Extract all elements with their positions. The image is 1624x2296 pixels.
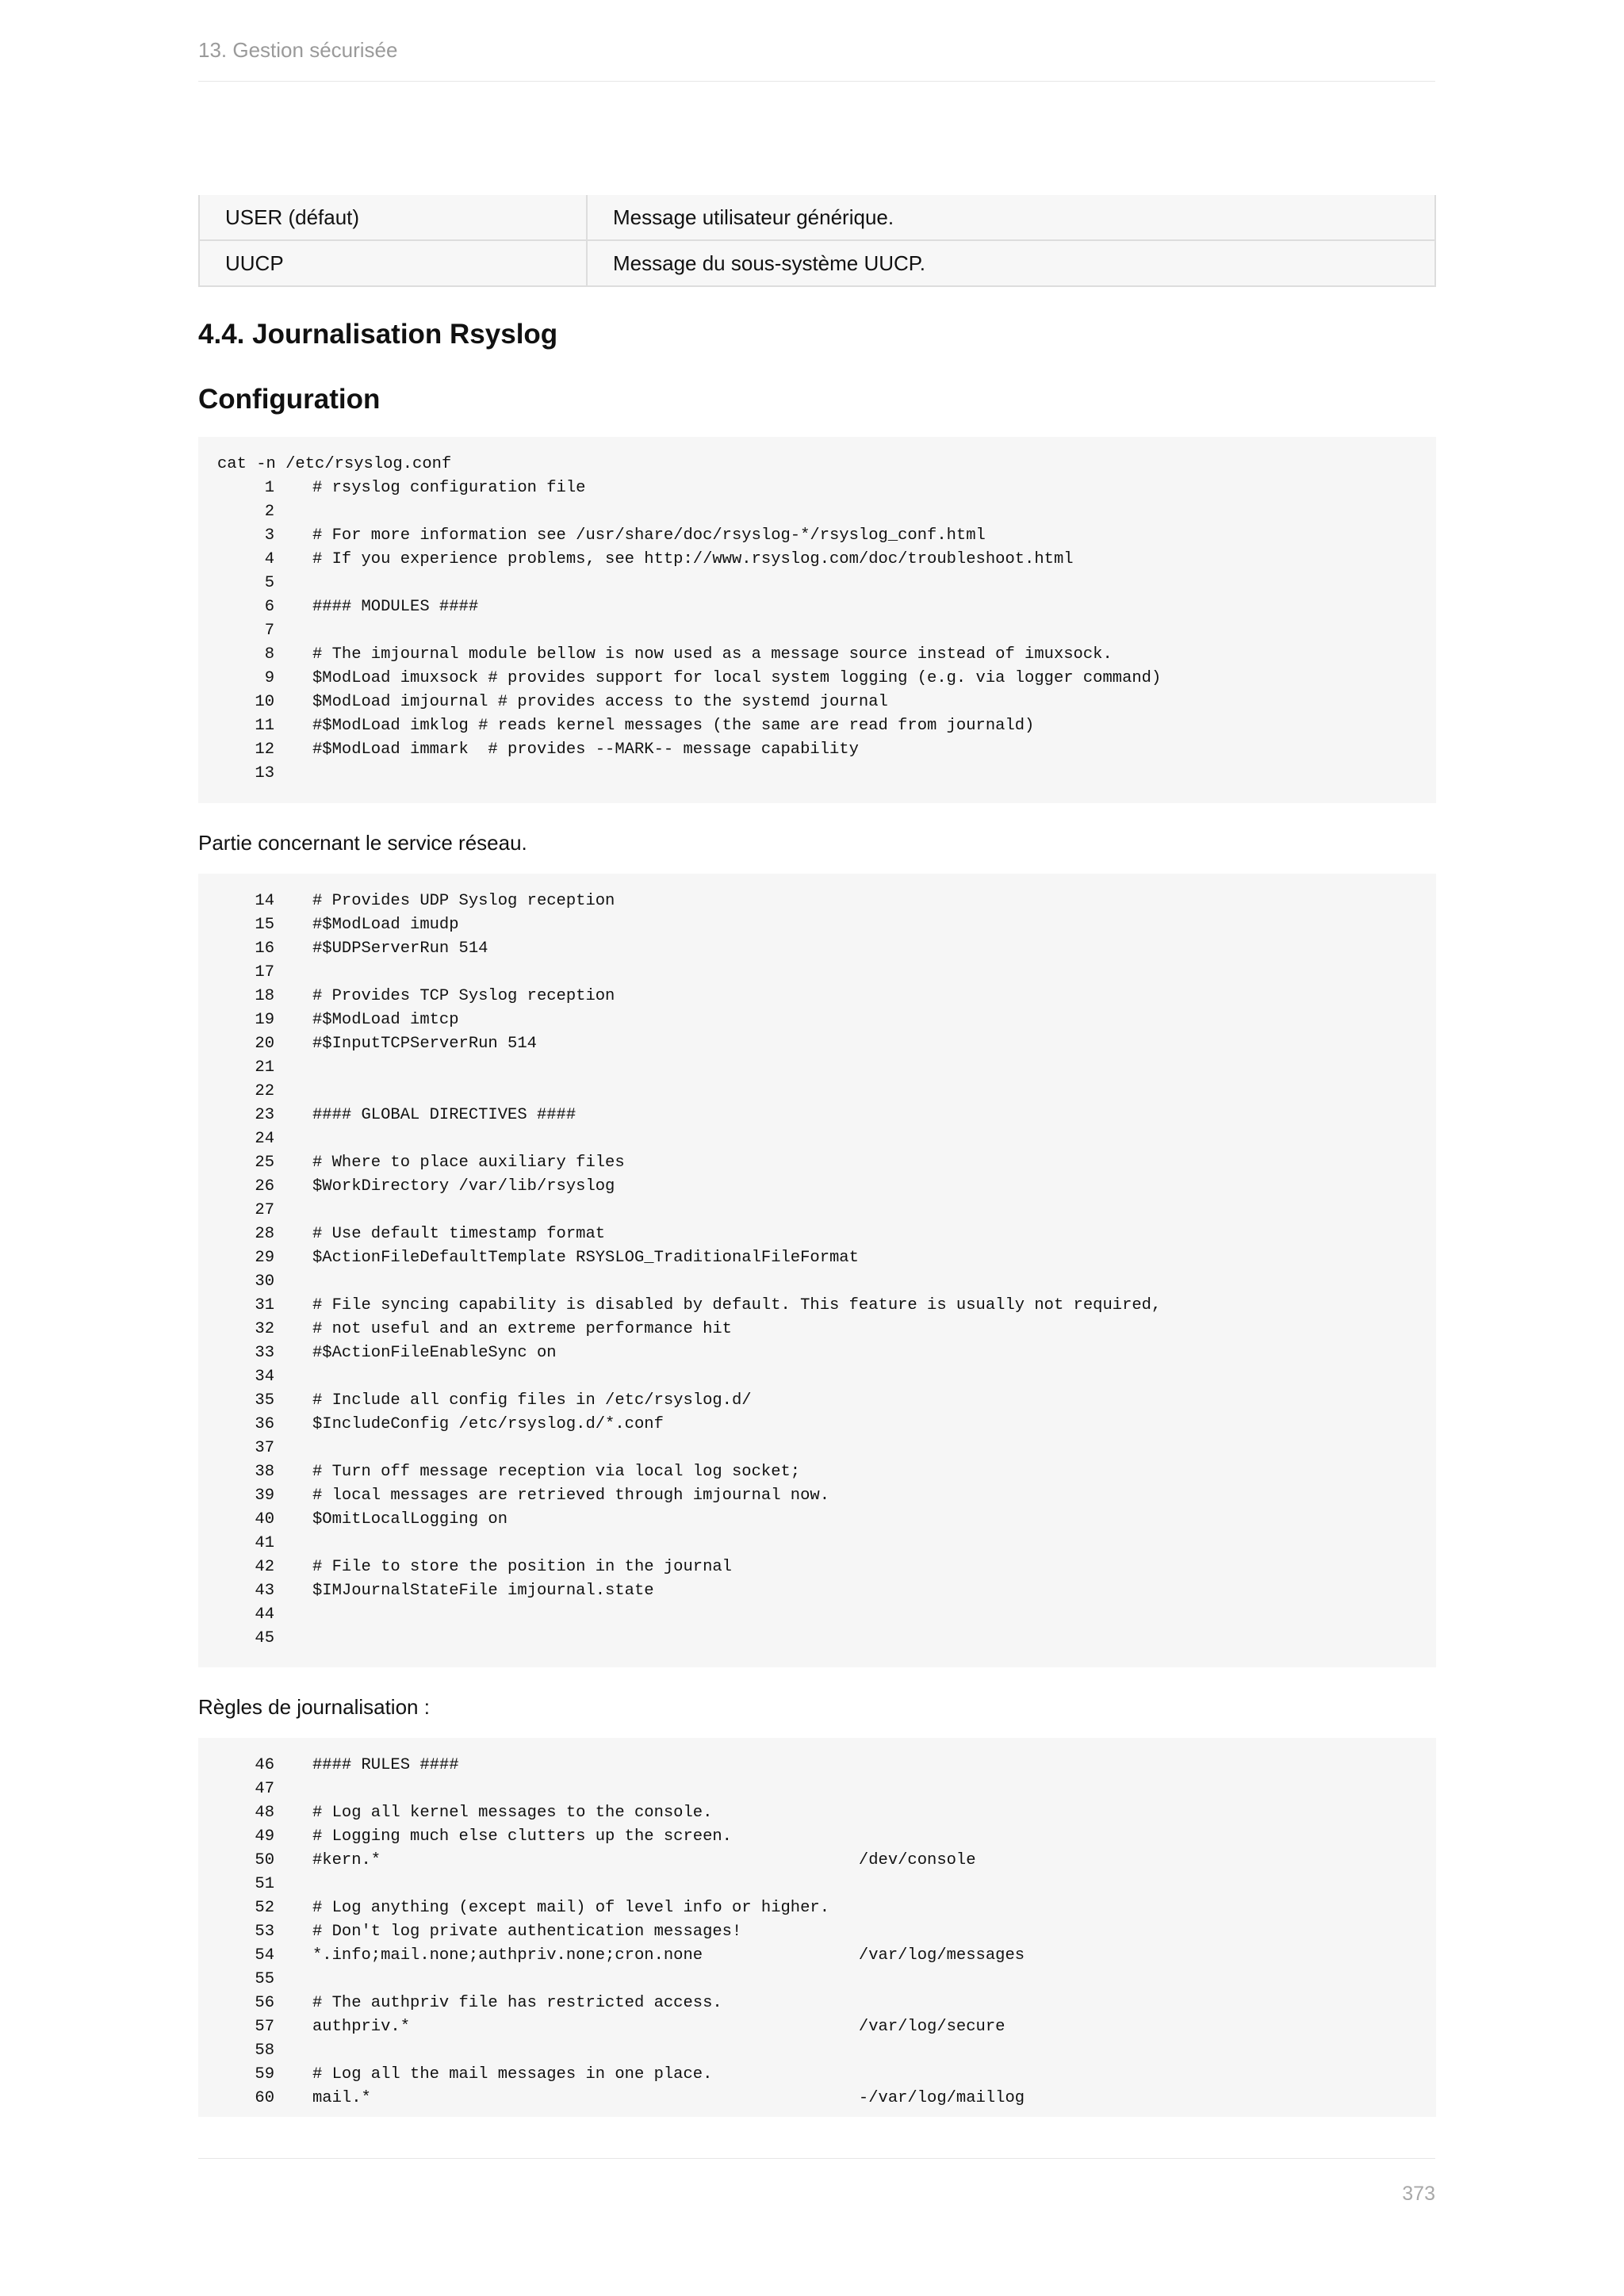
code-block-rules (198, 1738, 1436, 2117)
line-number: 37 (255, 1439, 274, 1457)
line-text: # Logging much else clutters up the screen. (312, 1827, 732, 1846)
line-text: mail.* -/var/log/maillog (312, 2089, 1025, 2107)
code-line (198, 1920, 1436, 1944)
line-number: 20 (255, 1035, 274, 1053)
line-text: $WorkDirectory /var/lib/rsyslog (312, 1177, 615, 1196)
line-text: # Turn off message reception via local log socket; (312, 1463, 801, 1481)
code-line (198, 913, 1436, 937)
code-line (198, 619, 1436, 643)
line-number: 39 (255, 1487, 274, 1505)
facility-desc-cell: Message utilisateur générique. (587, 195, 1435, 240)
line-number: 33 (255, 1344, 274, 1362)
table-row (199, 240, 1435, 286)
code-line (198, 1460, 1436, 1484)
code-line (198, 2015, 1436, 2039)
paragraph-network: Partie concernant le service réseau. (198, 831, 527, 855)
code-line (198, 1008, 1436, 1032)
line-number: 15 (255, 916, 274, 934)
line-text: # Use default timestamp format (312, 1225, 606, 1243)
line-text: # not useful and an extreme performance hit (312, 1320, 732, 1338)
code-line (198, 1754, 1436, 1777)
line-number: 1 (264, 479, 274, 497)
code-line (198, 476, 1436, 500)
line-number: 31 (255, 1296, 274, 1314)
line-number: 49 (255, 1827, 274, 1846)
table-row (199, 195, 1435, 240)
line-number: 22 (255, 1082, 274, 1100)
code-block-config-modules (198, 437, 1436, 803)
line-number: 16 (255, 939, 274, 958)
code-line (198, 548, 1436, 572)
code-line (198, 1873, 1436, 1896)
line-text: #### MODULES #### (312, 598, 479, 616)
code-line (198, 1151, 1436, 1175)
line-number: 26 (255, 1177, 274, 1196)
code-line (198, 1627, 1436, 1651)
page-number: 373 (1402, 2183, 1435, 2205)
line-text: # The imjournal module bellow is now used as a message source instead of imuxsock. (312, 645, 1113, 664)
page-header (198, 38, 1435, 82)
code-line (198, 1413, 1436, 1437)
line-text: $ActionFileDefaultTemplate RSYSLOG_TraditionalFileFormat (312, 1249, 859, 1267)
line-text: $IncludeConfig /etc/rsyslog.d/*.conf (312, 1415, 664, 1433)
paragraph-rules: Règles de journalisation : (198, 1695, 430, 1719)
code-line (198, 1437, 1436, 1460)
line-number: 44 (255, 1605, 274, 1624)
line-number: 57 (255, 2018, 274, 2036)
code-line (198, 500, 1436, 524)
code-line (198, 1532, 1436, 1556)
line-text: # Log anything (except mail) of level info or higher. (312, 1899, 830, 1917)
line-number: 51 (255, 1875, 274, 1893)
code-block-network (198, 874, 1436, 1667)
code-line (198, 1294, 1436, 1318)
line-number: 5 (264, 574, 274, 592)
code-line (198, 762, 1436, 786)
code-line (198, 1849, 1436, 1873)
code-command: cat -n /etc/rsyslog.conf (217, 455, 452, 473)
line-number: 9 (264, 669, 274, 687)
line-number: 40 (255, 1510, 274, 1529)
code-line (198, 2039, 1436, 2063)
line-text: # If you experience problems, see http://www.rsyslog.com/doc/troubleshoot.html (312, 550, 1074, 568)
line-number: 23 (255, 1106, 274, 1124)
facility-desc-cell: Message du sous-système UUCP. (587, 240, 1435, 286)
line-number: 46 (255, 1756, 274, 1774)
line-text: #### GLOBAL DIRECTIVES #### (312, 1106, 576, 1124)
code-line (198, 2063, 1436, 2087)
line-text: #$ModLoad imtcp (312, 1011, 459, 1029)
code-line (198, 667, 1436, 691)
code-line (198, 1944, 1436, 1968)
code-line (198, 1801, 1436, 1825)
code-line (198, 1579, 1436, 1603)
line-text: #kern.* /dev/console (312, 1851, 976, 1869)
code-line (198, 1199, 1436, 1223)
code-line (198, 1056, 1436, 1080)
line-text: $ModLoad imjournal # provides access to the systemd journal (312, 693, 888, 711)
code-line (198, 1032, 1436, 1056)
line-number: 36 (255, 1415, 274, 1433)
line-number: 45 (255, 1629, 274, 1647)
code-line (198, 1389, 1436, 1413)
line-number: 10 (255, 693, 274, 711)
code-line (198, 1992, 1436, 2015)
code-line (198, 1246, 1436, 1270)
code-line (198, 1484, 1436, 1508)
line-text: # Include all config files in /etc/rsyslog.d/ (312, 1391, 752, 1410)
line-number: 3 (264, 526, 274, 545)
code-line (198, 572, 1436, 595)
code-line (198, 985, 1436, 1008)
line-text: # Log all the mail messages in one place. (312, 2065, 713, 2084)
line-number: 8 (264, 645, 274, 664)
line-number: 28 (255, 1225, 274, 1243)
line-text: #$UDPServerRun 514 (312, 939, 488, 958)
line-number: 12 (255, 740, 274, 759)
line-number: 11 (255, 717, 274, 735)
code-line (198, 1825, 1436, 1849)
line-text: #### RULES #### (312, 1756, 459, 1774)
code-line (198, 1556, 1436, 1579)
code-line (198, 1175, 1436, 1199)
line-text: # Provides TCP Syslog reception (312, 987, 615, 1005)
line-number: 43 (255, 1582, 274, 1600)
line-number: 19 (255, 1011, 274, 1029)
code-line (198, 1896, 1436, 1920)
line-text: #$ActionFileEnableSync on (312, 1344, 557, 1362)
page-footer (198, 2158, 1435, 2222)
code-line (198, 1223, 1436, 1246)
line-text: # local messages are retrieved through imjournal now. (312, 1487, 830, 1505)
code-line (198, 1080, 1436, 1104)
code-line (198, 1318, 1436, 1341)
line-number: 58 (255, 2042, 274, 2060)
line-number: 27 (255, 1201, 274, 1219)
code-line (198, 1104, 1436, 1127)
line-number: 7 (264, 622, 274, 640)
line-number: 34 (255, 1368, 274, 1386)
line-number: 18 (255, 987, 274, 1005)
line-text: authpriv.* /var/log/secure (312, 2018, 1005, 2036)
line-text: $ModLoad imuxsock # provides support for local system logging (e.g. via logger command) (312, 669, 1162, 687)
line-text: *.info;mail.none;authpriv.none;cron.none /var/log/messages (312, 1946, 1025, 1965)
line-text: # The authpriv file has restricted access. (312, 1994, 722, 2012)
line-number: 41 (255, 1534, 274, 1552)
line-text: # Where to place auxiliary files (312, 1154, 625, 1172)
line-number: 21 (255, 1058, 274, 1077)
code-line (198, 961, 1436, 985)
line-number: 47 (255, 1780, 274, 1798)
line-number: 56 (255, 1994, 274, 2012)
line-number: 17 (255, 963, 274, 982)
line-number: 54 (255, 1946, 274, 1965)
line-number: 38 (255, 1463, 274, 1481)
line-number: 53 (255, 1923, 274, 1941)
line-number: 6 (264, 598, 274, 616)
line-number: 35 (255, 1391, 274, 1410)
code-line (198, 1508, 1436, 1532)
code-line (198, 1365, 1436, 1389)
code-line (198, 1777, 1436, 1801)
line-text: $IMJournalStateFile imjournal.state (312, 1582, 654, 1600)
code-line (198, 1968, 1436, 1992)
code-line (198, 524, 1436, 548)
line-text: #$ModLoad imudp (312, 916, 459, 934)
line-number: 48 (255, 1804, 274, 1822)
line-number: 29 (255, 1249, 274, 1267)
code-line (198, 1603, 1436, 1627)
line-text: # Provides UDP Syslog reception (312, 892, 615, 910)
line-text: # rsyslog configuration file (312, 479, 586, 497)
line-number: 60 (255, 2089, 274, 2107)
line-text: # Don't log private authentication messages! (312, 1923, 742, 1941)
line-number: 55 (255, 1970, 274, 1988)
line-number: 52 (255, 1899, 274, 1917)
code-line (198, 738, 1436, 762)
line-number: 4 (264, 550, 274, 568)
facility-name-cell: USER (défaut) (199, 195, 587, 240)
code-line (198, 714, 1436, 738)
line-number: 32 (255, 1320, 274, 1338)
line-number: 50 (255, 1851, 274, 1869)
code-line (198, 2087, 1436, 2110)
code-line (198, 1127, 1436, 1151)
line-text: # File to store the position in the journal (312, 1558, 732, 1576)
line-text: # Log all kernel messages to the console. (312, 1804, 713, 1822)
facility-table (198, 195, 1436, 287)
line-text: # For more information see /usr/share/doc/rsyslog-*/rsyslog_conf.html (312, 526, 986, 545)
code-line (198, 1341, 1436, 1365)
line-text: # File syncing capability is disabled by default. This feature is usually not required, (312, 1296, 1162, 1314)
section-title: 4.4. Journalisation Rsyslog (198, 319, 558, 350)
facility-name-cell: UUCP (199, 240, 587, 286)
subsection-title: Configuration (198, 384, 381, 415)
line-number: 24 (255, 1130, 274, 1148)
code-line (198, 1270, 1436, 1294)
code-line (198, 937, 1436, 961)
line-number: 14 (255, 892, 274, 910)
line-number: 59 (255, 2065, 274, 2084)
line-number: 2 (264, 503, 274, 521)
chapter-title: 13. Gestion sécurisée (198, 38, 398, 62)
code-line (198, 890, 1436, 913)
line-text: #$InputTCPServerRun 514 (312, 1035, 537, 1053)
code-line (198, 691, 1436, 714)
line-number: 42 (255, 1558, 274, 1576)
code-line (198, 643, 1436, 667)
line-number: 13 (255, 764, 274, 783)
line-text: #$ModLoad imklog # reads kernel messages (the same are read from journald) (312, 717, 1035, 735)
line-number: 25 (255, 1154, 274, 1172)
code-line (198, 595, 1436, 619)
line-text: #$ModLoad immark # provides --MARK-- message capability (312, 740, 859, 759)
line-text: $OmitLocalLogging on (312, 1510, 508, 1529)
line-number: 30 (255, 1272, 274, 1291)
